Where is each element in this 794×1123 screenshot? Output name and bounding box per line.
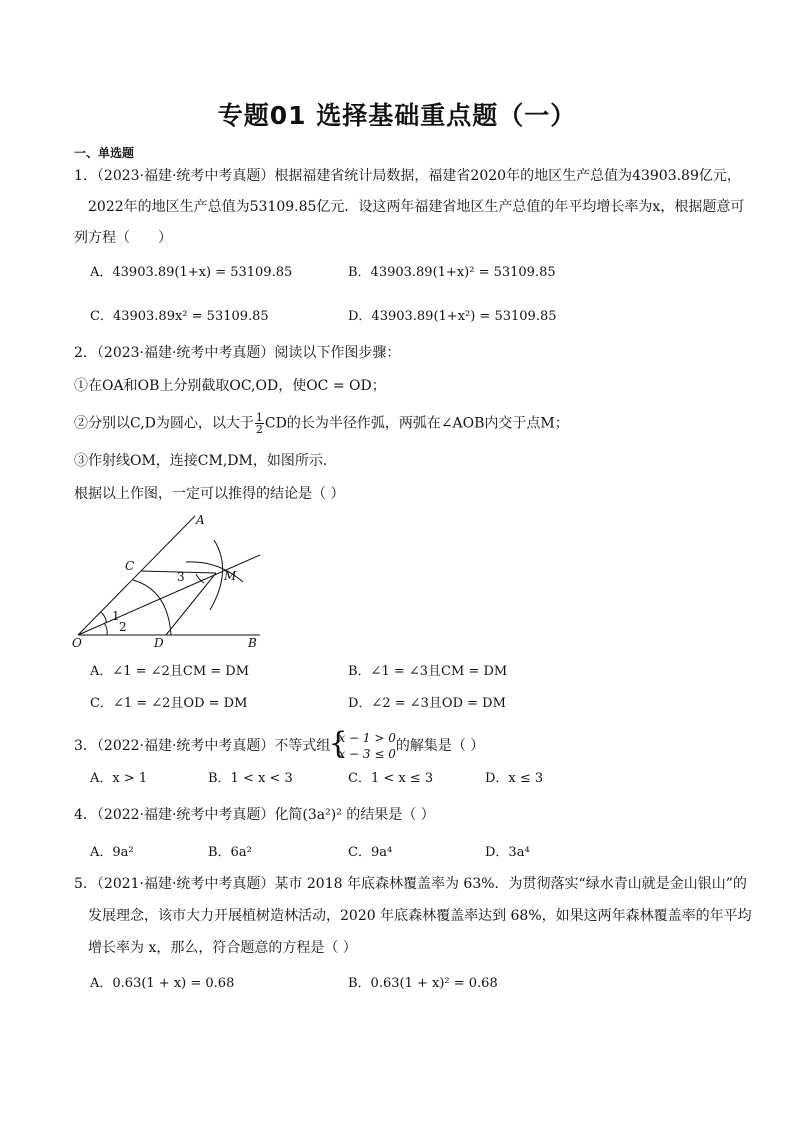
q3-suffix: 的解集是（ ） [395,738,485,754]
label-c: C [125,559,135,573]
label-2: 2 [119,620,127,634]
q2-option-a[interactable]: A．∠1 = ∠2且CM = DM [90,664,250,679]
q2-step-3: ③作射线OM，连接CM,DM，如图所示． [74,453,337,469]
q2-line-5: 根据以上作图，一定可以推得的结论是（ ） [74,486,345,502]
arc-cd [133,580,171,635]
angle-bisector-figure [68,510,268,650]
q2-step-2-end: CD的长为半径作弧，两弧在∠AOB内交于点M； [264,415,569,432]
q4-line-1: 4．（2022·福建·统考中考真题）化简(3a²)² 的结果是（ ） [74,807,435,823]
q1-line-1: 1．（2023·福建·统考中考真题）根据福建省统计局数据，福建省2020年的地区生产总值为43903.89亿元， [74,168,741,184]
inequality-2: x − 3 ≤ 0 [338,747,396,761]
segment-dm [166,573,216,635]
q4-option-b[interactable]: B．6a² [208,845,252,860]
q5-line-3: 增长率为 x，那么，符合题意的方程是（ ） [88,940,357,956]
q2-option-c[interactable]: C．∠1 = ∠2且OD = DM [90,696,248,711]
q5-option-a[interactable]: A．0.63(1 + x) = 0.68 [90,976,235,991]
label-b: B [248,636,257,650]
arc-from-c [210,540,223,610]
q3-prefix: 3．（2022·福建·统考中考真题）不等式组 [74,738,331,754]
q3-option-b[interactable]: B．1 < x < 3 [208,771,293,786]
q3-line-1 [74,728,484,764]
q2-line-1: 2．（2023·福建·统考中考真题）阅读以下作图步骤： [74,345,401,361]
angle-1-mark [101,612,106,623]
q1-line-2: 2022年的地区生产总值为53109.85亿元．设这两年福建省地区生产总值的年平均增长率为x，根据题意可 [88,199,745,215]
inequality-1: { x − 1 > 0 [338,731,396,745]
q3-option-c[interactable]: C．1 < x ≤ 3 [348,771,434,786]
q2-step-2 [74,412,569,435]
q2-step-1: ①在OA和OB上分别截取OC,OD，使OC = OD； [74,378,386,394]
q2-step-2-start: ②分别以C,D为圆心，以大于 [74,415,254,432]
label-1: 1 [112,609,120,623]
label-d: D [154,636,164,650]
q1-option-a[interactable]: A．43903.89(1+x) = 53109.85 [90,265,293,280]
label-m: M [224,569,237,583]
inequality-system [330,730,395,762]
q5-option-b[interactable]: B．0.63(1 + x)² = 0.68 [348,976,498,991]
q1-option-d[interactable]: D．43903.89(1+x²) = 53109.85 [348,309,557,324]
q1-option-c[interactable]: C．43903.89x² = 53109.85 [90,309,269,324]
q3-option-d[interactable]: D．x ≤ 3 [485,771,544,786]
label-a: A [196,513,205,527]
q4-option-c[interactable]: C．9a⁴ [348,845,393,860]
q5-line-1: 5．（2021·福建·统考中考真题）某市 2018 年底森林覆盖率为 63%．为贯彻落实“绿水青山就是金山银山”的 [74,876,747,892]
page-title: 专题01 选择基础重点题（一） [217,101,577,130]
q3-option-a[interactable]: A．x > 1 [90,771,148,786]
fraction-half: $\frac{1}{2}$ [255,411,263,436]
q1-option-b[interactable]: B．43903.89(1+x)² = 53109.85 [348,265,556,280]
q2-option-d[interactable]: D．∠2 = ∠3且OD = DM [348,696,506,711]
q1-line-3: 列方程（ ） [74,230,172,246]
q4-option-d[interactable]: D．3a⁴ [485,845,530,860]
q4-option-a[interactable]: A．9a² [90,845,134,860]
section-heading: 一、单选题 [74,146,135,160]
ray-om [78,555,260,635]
angle-2-mark [104,623,107,635]
label-o: O [72,636,82,650]
label-3: 3 [177,570,185,584]
q5-line-2: 发展理念，该市大力开展植树造林活动，2020 年底森林覆盖率达到 68%，如果这两年森林覆盖率的年平均 [88,908,752,924]
q2-option-b[interactable]: B．∠1 = ∠3且CM = DM [348,664,508,679]
